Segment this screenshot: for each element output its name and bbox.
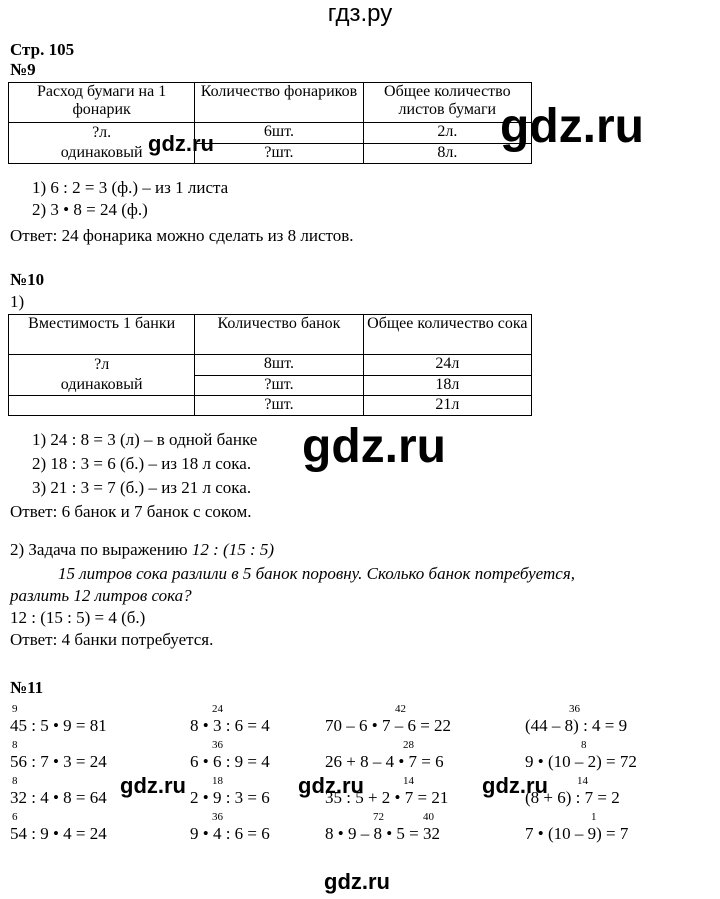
task10-answer: Ответ: 6 банок и 7 банок с соком. [10, 502, 252, 521]
task9-cell-r1c3: 2л. [363, 123, 531, 144]
task10-cell-r2c3: 18л [363, 375, 531, 396]
task11-intermediate-result: 24 [212, 703, 223, 715]
task9-table [8, 82, 532, 164]
task10-header-3: Общее количество сока [363, 315, 531, 355]
task10-part2 [10, 540, 274, 560]
task11-intermediate-result: 40 [423, 811, 434, 823]
task10-step-1: 1) 24 : 8 = 3 (л) – в одной банке [32, 430, 258, 449]
task9-answer: Ответ: 24 фонарика можно сделать из 8 листов. [10, 226, 354, 245]
task10-step-2: 2) 18 : 3 = 6 (б.) – из 18 л сока. [32, 454, 252, 473]
task10-problem-line-1: 15 литров сока разлили в 5 банок поровну. Сколько банок потребуется, [58, 564, 575, 583]
task9-cell-same: одинаковый [60, 144, 143, 161]
task11-expression: 8 • 9 – 8 • 5 = 32 [325, 824, 440, 843]
task11-expression: 70 – 6 • 7 – 6 = 22 [325, 716, 452, 735]
task11-expression: 35 : 5 + 2 • 7 = 21 [325, 788, 449, 807]
task11-expression: 54 : 9 • 4 = 24 [10, 824, 107, 843]
task9-header-3: Общее количество листов бумаги [363, 83, 531, 123]
task10-cell-capacity [9, 355, 195, 396]
task11-intermediate-result: 36 [569, 703, 580, 715]
task11-expression: 6 • 6 : 9 = 4 [190, 752, 270, 771]
task11-expression: 32 : 4 • 8 = 64 [10, 788, 107, 807]
watermark: gdz.ru [120, 773, 186, 798]
task11-title: №11 [10, 678, 44, 697]
task11-intermediate-result: 6 [12, 811, 18, 823]
task11-expression: 7 • (10 – 9) = 7 [525, 824, 629, 843]
task11-intermediate-result: 9 [12, 703, 18, 715]
task11-intermediate-result: 1 [591, 811, 597, 823]
task10-cell-r1c3: 24л [363, 355, 531, 376]
task9-header-1: Расход бумаги на 1 фонарик [9, 83, 195, 123]
task11-expression: 56 : 7 • 3 = 24 [10, 752, 107, 771]
task11-expression: 8 • 3 : 6 = 4 [190, 716, 270, 735]
watermark: gdz.ru [148, 131, 214, 156]
task10-cell-r3c2: ?шт. [195, 396, 363, 416]
task10-cell-r2c2: ?шт. [195, 375, 363, 396]
task10-solution: 12 : (15 : 5) = 4 (б.) [10, 608, 146, 627]
task10-cell-r3c3: 21л [363, 396, 531, 416]
task10-table [8, 314, 532, 416]
task10-header-1: Вместимость 1 банки [9, 315, 195, 355]
task9-step-2: 2) 3 • 8 = 24 (ф.) [32, 200, 148, 219]
task11-expression: (8 + 6) : 7 = 2 [525, 788, 620, 807]
task11-intermediate-result: 14 [403, 775, 414, 787]
task10-answer-2: Ответ: 4 банки потребуется. [10, 630, 214, 649]
watermark: gdz.ru [482, 773, 548, 798]
task11-expression: 9 • 4 : 6 = 6 [190, 824, 270, 843]
task10-part1-label: 1) [10, 292, 25, 311]
task11-intermediate-result: 72 [373, 811, 384, 823]
task10-cell-unknown: ?л [94, 356, 110, 373]
task11-intermediate-result: 42 [395, 703, 406, 715]
task11-expression: 26 + 8 – 4 • 7 = 6 [325, 752, 444, 771]
task10-cell-same: одинаковый [60, 376, 143, 393]
task11-expression: 45 : 5 • 9 = 81 [10, 716, 107, 735]
task10-title: №10 [10, 270, 45, 289]
task9-title: №9 [10, 60, 36, 79]
page-number: Стр. 105 [10, 40, 75, 59]
watermark: gdz.ru [500, 100, 644, 153]
task10-problem-line-2: разлить 12 литров сока? [10, 586, 192, 605]
task9-cell-r1c2: 6шт. [195, 123, 363, 144]
task9-cell-r2c3: 8л. [363, 143, 531, 164]
task11-intermediate-result: 8 [12, 739, 18, 751]
task11-intermediate-result: 8 [581, 739, 587, 751]
task11-expression: (44 – 8) : 4 = 9 [525, 716, 628, 735]
task10-part2-label: 2) Задача по выражению [10, 540, 192, 559]
task10-header-2: Количество банок [195, 315, 363, 355]
watermark: gdz.ru [302, 420, 446, 473]
task11-intermediate-result: 36 [212, 739, 223, 751]
task9-step-1: 1) 6 : 2 = 3 (ф.) – из 1 листа [32, 178, 229, 197]
task11-intermediate-result: 28 [403, 739, 414, 751]
site-header: гдз.ру [327, 0, 393, 27]
task11-expression: 9 • (10 – 2) = 72 [525, 752, 637, 771]
task11-intermediate-result: 14 [577, 775, 588, 787]
task9-header-2: Количество фонариков [195, 83, 363, 123]
task11-intermediate-result: 36 [212, 811, 223, 823]
task10-cell-r1c2: 8шт. [195, 355, 363, 376]
watermark: gdz.ru [324, 869, 390, 894]
task9-cell-r2c2: ?шт. [195, 143, 363, 164]
task10-cell-r3c1 [9, 396, 195, 416]
task11-intermediate-result: 8 [12, 775, 18, 787]
task11-intermediate-result: 18 [212, 775, 223, 787]
task9-cell-unknown: ?л. [92, 124, 112, 141]
task11-expression: 2 • 9 : 3 = 6 [190, 788, 270, 807]
watermark: gdz.ru [298, 773, 364, 798]
task10-step-3: 3) 21 : 3 = 7 (б.) – из 21 л сока. [32, 478, 252, 497]
task10-part2-expression: 12 : (15 : 5) [191, 540, 275, 559]
